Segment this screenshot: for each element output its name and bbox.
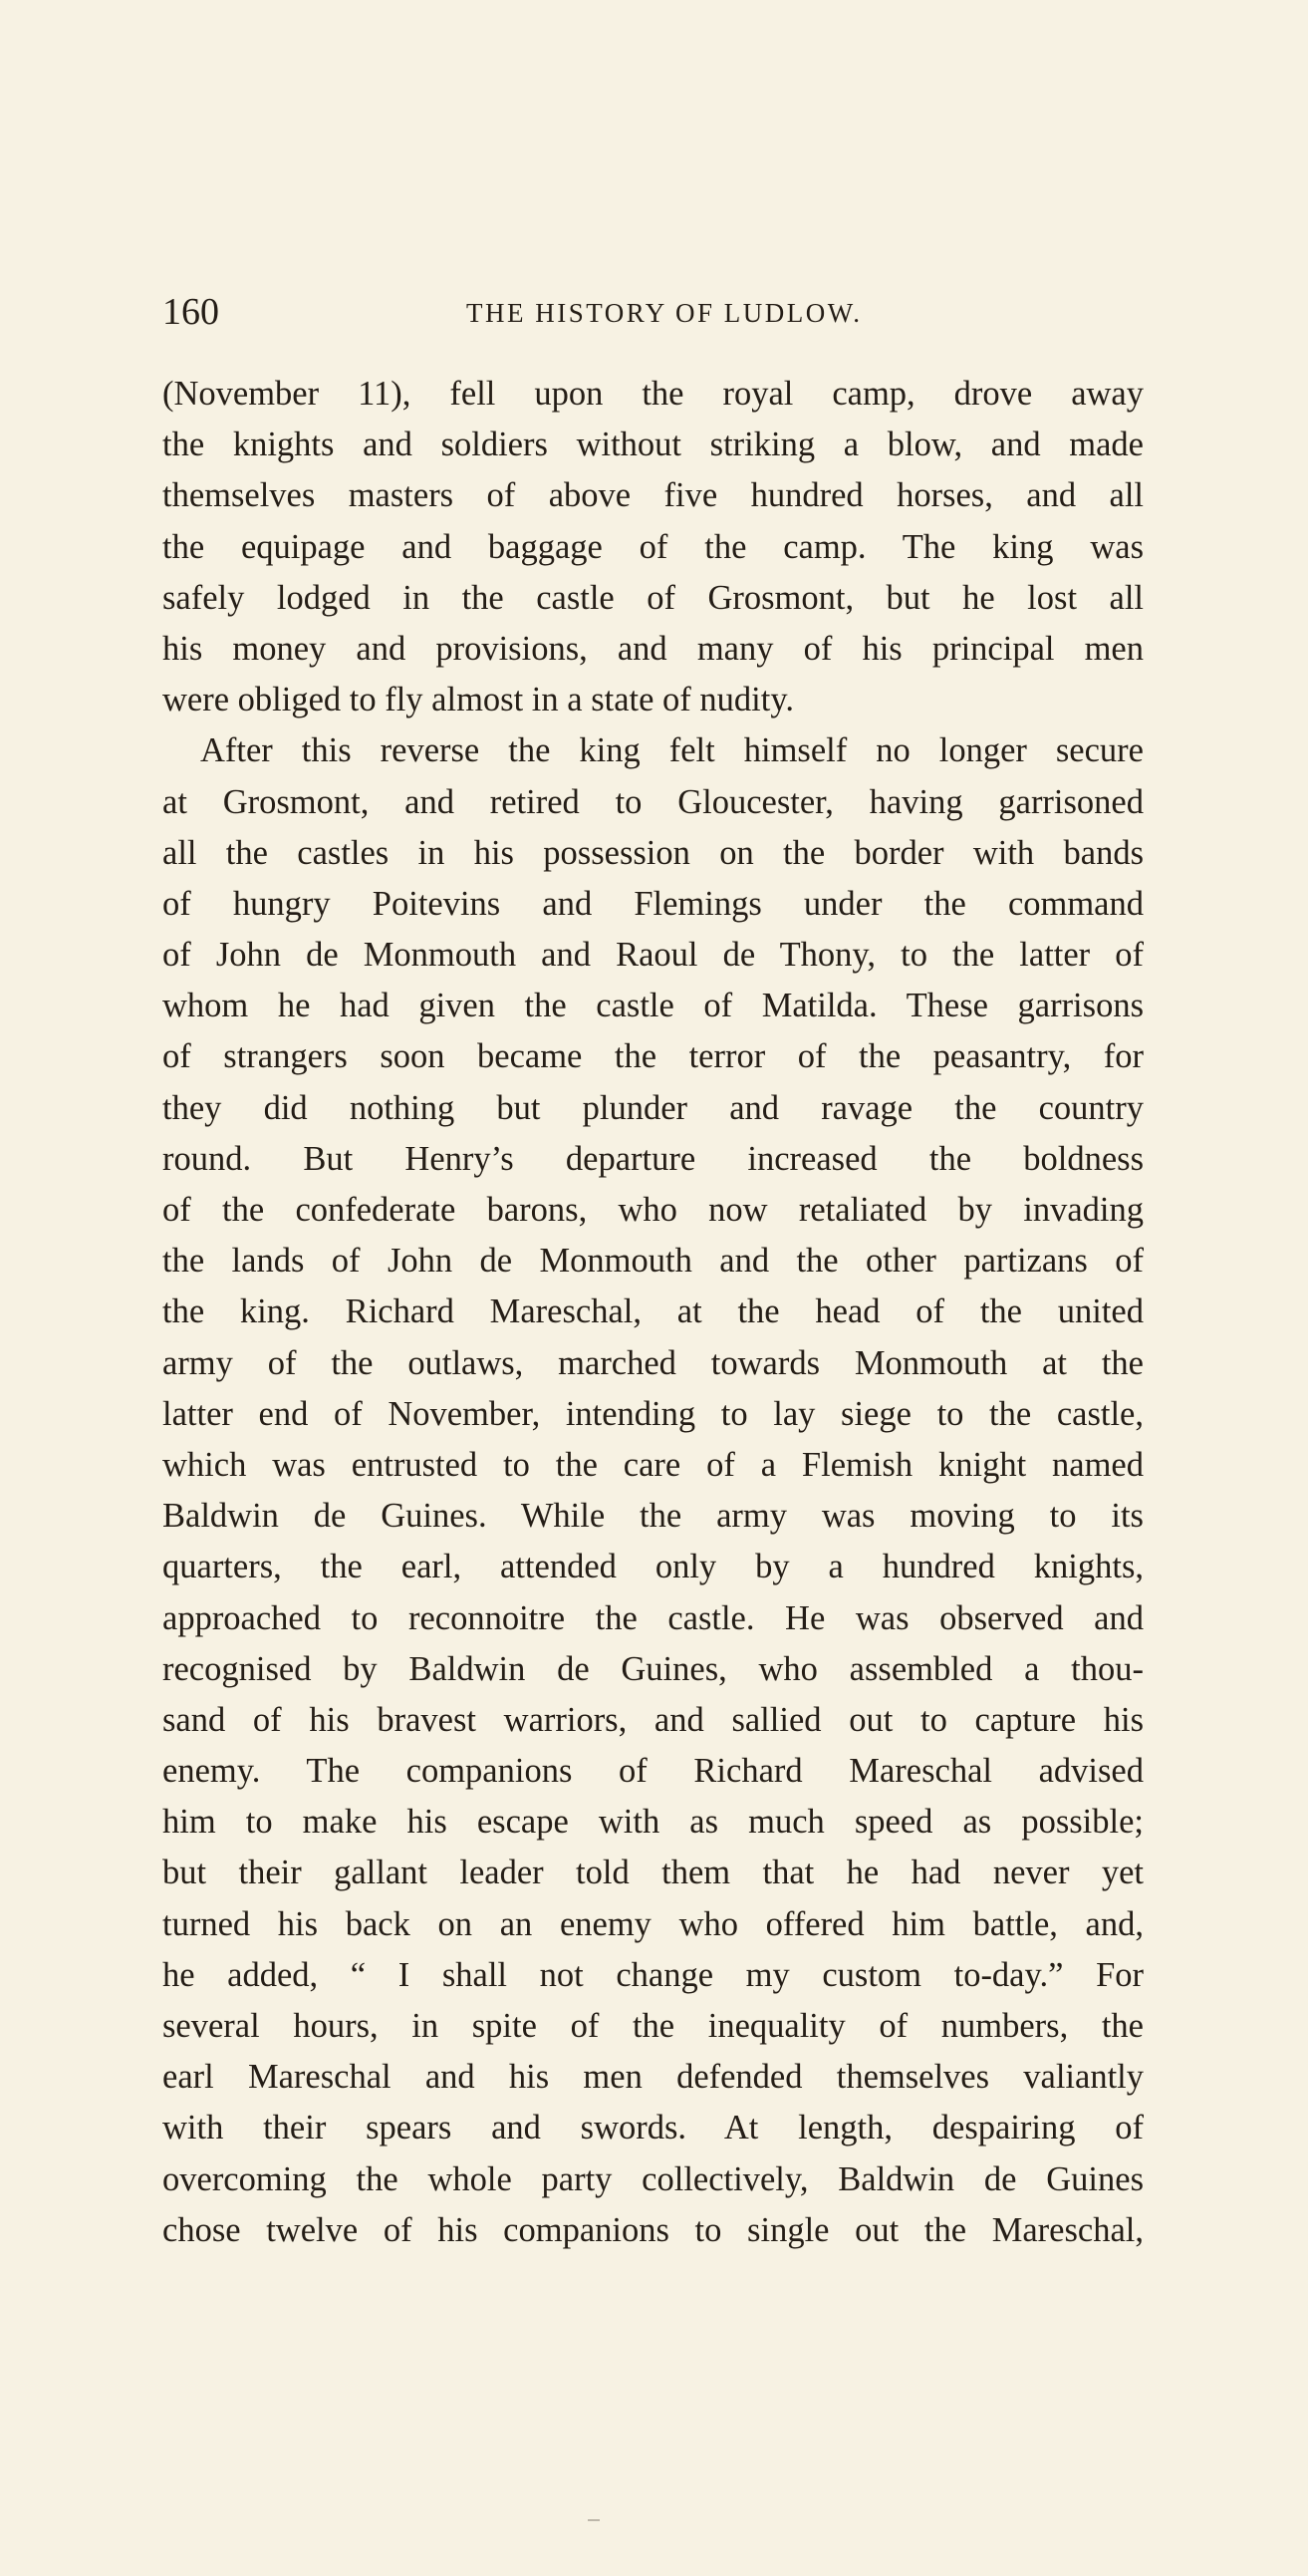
text-line: army of the outlaws, marched towards Monmouth at the (162, 1343, 1144, 1382)
text-line: safely lodged in the castle of Grosmont, but he lost all (162, 578, 1144, 617)
text-line: he added, “ I shall not change my custom to-day.” For (162, 1955, 1144, 1994)
text-line: his money and provisions, and many of his principal men (162, 629, 1144, 668)
footer-mark (588, 2519, 600, 2521)
text-line: chose twelve of his companions to single out the Mareschal, (162, 2210, 1144, 2249)
text-line: quarters, the earl, attended only by a hundred knights, (162, 1548, 1144, 1586)
text-line: several hours, in spite of the inequality of numbers, the (162, 2007, 1144, 2045)
text-line: of strangers soon became the terror of the peasantry, for (162, 1037, 1144, 1076)
text-line: Baldwin de Guines. While the army was moving to its (162, 1497, 1144, 1536)
text-line: the lands of John de Monmouth and the other partizans of (162, 1242, 1144, 1281)
text-line: all the castles in his possession on the border with bands (162, 833, 1144, 872)
text-line: recognised by Baldwin de Guines, who assembled a thou- (162, 1649, 1144, 1688)
text-line: approached to reconnoitre the castle. He was observed and (162, 1598, 1144, 1637)
text-line: of hungry Poitevins and Flemings under the command (162, 884, 1144, 923)
text-line: with their spears and swords. At length, despairing of (162, 2109, 1144, 2147)
text-line: themselves masters of above five hundred horses, and all (162, 476, 1144, 515)
text-line: the king. Richard Mareschal, at the head of the united (162, 1292, 1144, 1331)
text-line: overcoming the whole party collectively, Baldwin de Guines (162, 2159, 1144, 2198)
running-title: THE HISTORY OF LUDLOW. (466, 298, 863, 328)
text-line: of John de Monmouth and Raoul de Thony, to the latter of (162, 936, 1144, 975)
text-line: at Grosmont, and retired to Gloucester, having garrisoned (162, 782, 1144, 821)
text-line: sand of his bravest warriors, and sallied out to capture his (162, 1700, 1144, 1739)
text-line: turned his back on an enemy who offered him battle, and, (162, 1904, 1144, 1943)
text-line: the equipage and baggage of the camp. The king was (162, 527, 1144, 566)
text-line: the knights and soldiers without striking a blow, and made (162, 426, 1144, 464)
text-line: which was entrusted to the care of a Flemish knight named (162, 1445, 1144, 1484)
text-line: him to make his escape with as much speed as possible; (162, 1803, 1144, 1842)
text-line: latter end of November, intending to lay siege to the castle, (162, 1394, 1144, 1433)
text-line: of the confederate barons, who now retaliated by invading (162, 1191, 1144, 1229)
text-line: earl Mareschal and his men defended themselves valiantly (162, 2058, 1144, 2097)
text-line: whom he had given the castle of Matilda. These garrisons (162, 987, 1144, 1025)
text-line: After this reverse the king felt himself no longer secure (200, 731, 1144, 770)
running-head (162, 287, 1144, 337)
text-line: (November 11), fell upon the royal camp, drove away (162, 375, 1144, 413)
text-line: but their gallant leader told them that he had never yet (162, 1854, 1144, 1892)
body-text (162, 369, 1144, 2256)
text-line: were obliged to fly almost in a state of nudity. (162, 681, 794, 719)
text-line: enemy. The companions of Richard Mareschal advised (162, 1752, 1144, 1791)
text-line: round. But Henry’s departure increased the boldness (162, 1139, 1144, 1178)
text-line: they did nothing but plunder and ravage the country (162, 1088, 1144, 1127)
page-number: 160 (162, 291, 219, 333)
